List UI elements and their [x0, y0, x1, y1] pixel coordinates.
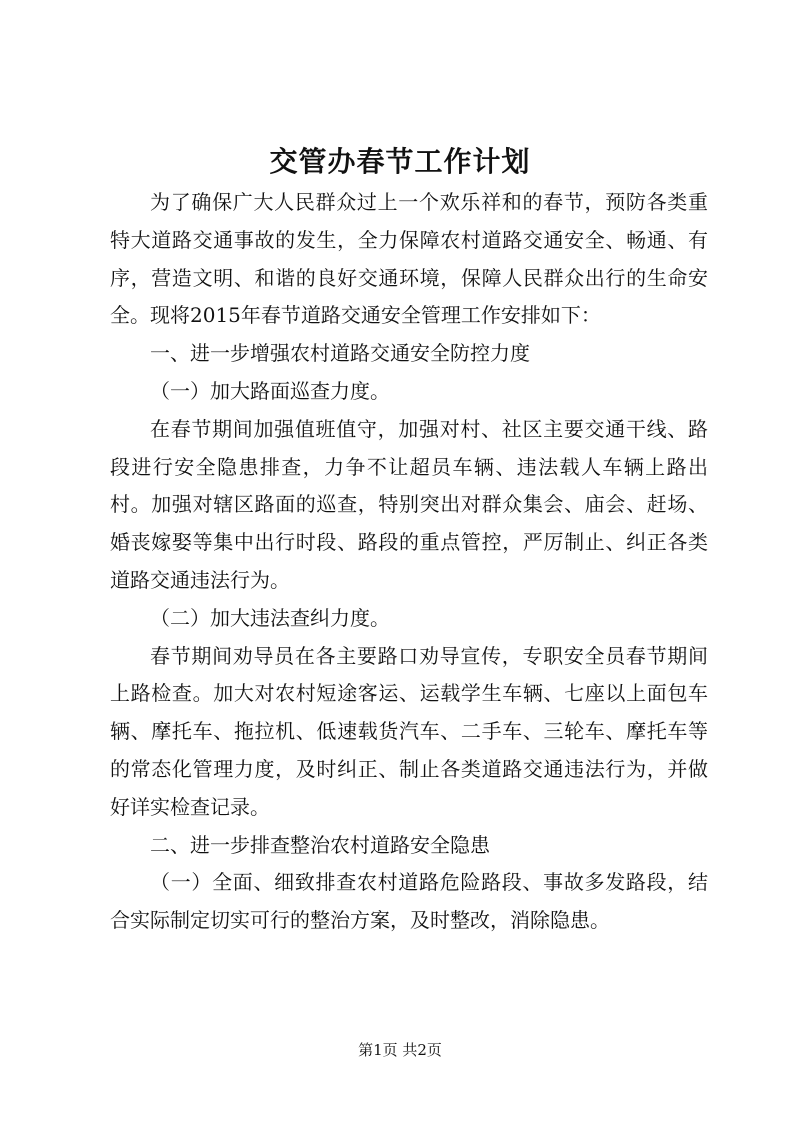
paragraph-road-patrol: 在春节期间加强值班值守，加强对村、社区主要交通干线、路段进行安全隐患排查，力争不让超员车辆、违法载人车辆上路出村。加强对辖区路面的巡查，特别突出对群众集会、庙会、赶场、婚丧嫁娶等集中出行时段、路段的重点管控，严厉制止、纠正各类道路交通违法行为。: [110, 416, 708, 592]
intro-paragraph: 为了确保广大人民群众过上一个欢乐祥和的春节，预防各类重特大道路交通事故的发生，全力保障农村道路交通安全、畅通、有序，营造文明、和谐的良好交通环境，保障人民群众出行的生命安全。现将2015年春节道路交通安全管理工作安排如下：: [110, 190, 708, 328]
subsection-heading-1-1: （一）加大路面巡查力度。: [150, 378, 390, 403]
document-body: [110, 184, 708, 940]
paragraph-hazard-inspection: （一）全面、细致排查农村道路危险路段、事故多发路段，结合实际制定切实可行的整治方案，及时整改，消除隐患。: [110, 870, 708, 933]
section-heading-1: 一、进一步增强农村道路交通安全防控力度: [150, 341, 530, 366]
document-title: 交管办春节工作计划: [269, 145, 531, 178]
paragraph-violation-enforcement: 春节期间劝导员在各主要路口劝导宣传，专职安全员春节期间上路检查。加大对农村短途客运、运载学生车辆、七座以上面包车辆、摩托车、拖拉机、低速载货汽车、二手车、三轮车、摩托车等的常态化管理力度，及时纠正、制止各类道路交通违法行为，并做好详实检查记录。: [110, 643, 708, 819]
subsection-heading-1-2: （二）加大违法查纠力度。: [150, 605, 390, 630]
section-heading-2: 二、进一步排查整治农村道路安全隐患: [150, 832, 490, 857]
page-number-footer: 第1页 共2页: [358, 1041, 442, 1059]
